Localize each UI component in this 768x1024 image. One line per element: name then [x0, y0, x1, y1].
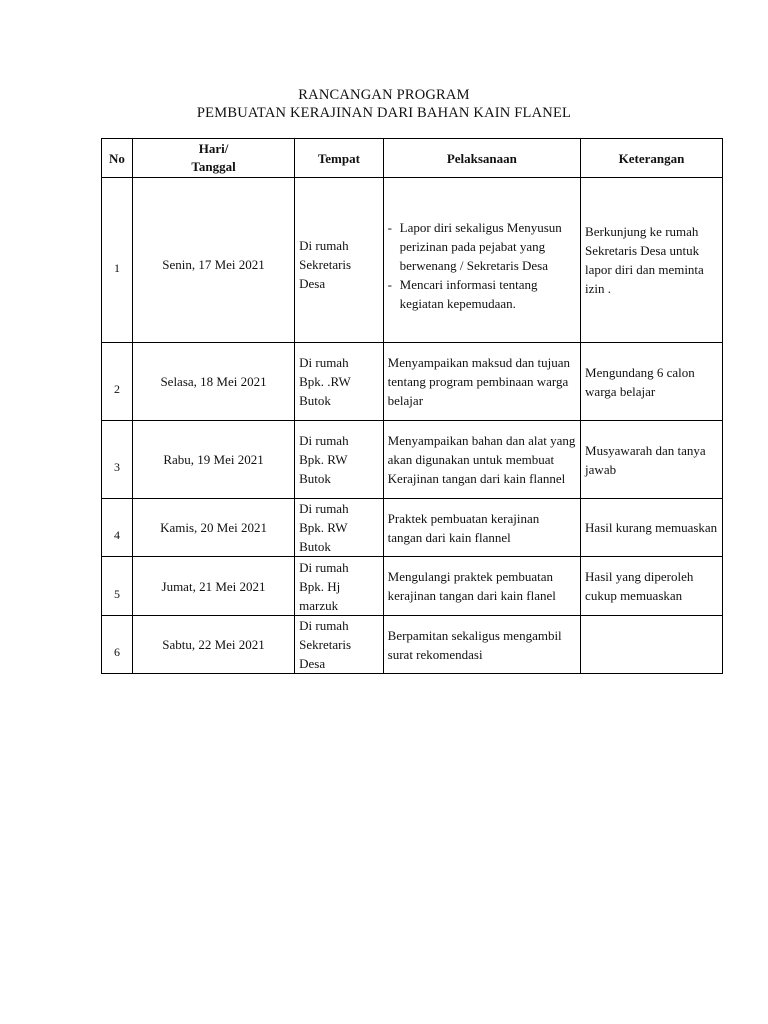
- document-title: RANCANGAN PROGRAM: [298, 87, 470, 103]
- row-activity: Mengulangi praktek pembuatan kerajinan tangan dari kain flanel: [383, 557, 580, 616]
- table-row: [102, 421, 723, 499]
- activity-list: [388, 218, 576, 313]
- row-number: [102, 178, 133, 343]
- row-date-value: Senin, 17 Mei 2021: [162, 256, 265, 272]
- row-note: Hasil kurang memuaskan: [581, 499, 723, 557]
- row-place: Di rumah Sekretaris Desa: [295, 616, 384, 674]
- row-activity: Praktek pembuatan kerajinan tangan dari kain flannel: [383, 499, 580, 557]
- row-date: Jumat, 21 Mei 2021: [132, 557, 294, 616]
- row-note: Musyawarah dan tanya jawab: [581, 421, 723, 499]
- header-no: No: [102, 139, 133, 178]
- row-number: [102, 616, 133, 674]
- row-note: Berkunjung ke rumah Sekretaris Desa untuk lapor diri dan meminta izin .: [581, 178, 723, 343]
- row-note: [581, 616, 723, 674]
- table-row: [102, 616, 723, 674]
- document-subtitle: PEMBUATAN KERAJINAN DARI BAHAN KAIN FLANEL: [196, 105, 572, 121]
- table-row: [102, 557, 723, 616]
- row-number: [102, 421, 133, 499]
- table-header-row: [102, 139, 723, 178]
- row-place: Di rumah Bpk. RW Butok: [295, 499, 384, 557]
- row-activity: Berpamitan sekaligus mengambil surat rekomendasi: [383, 616, 580, 674]
- row-number: [102, 499, 133, 557]
- row-activity: [383, 178, 580, 343]
- row-number-value: 4: [113, 528, 120, 542]
- row-date: Rabu, 19 Mei 2021: [132, 421, 294, 499]
- row-date: Selasa, 18 Mei 2021: [132, 343, 294, 421]
- row-number-value: 2: [113, 382, 120, 396]
- header-note: Keterangan: [581, 139, 723, 178]
- row-number-value: 5: [113, 586, 120, 601]
- row-activity: Menyampaikan maksud dan tujuan tentang program pembinaan warga belajar: [383, 343, 580, 421]
- row-place: Di rumah Bpk. .RW Butok: [295, 343, 384, 421]
- header-activity: Pelaksanaan: [383, 139, 580, 178]
- row-place: [295, 178, 384, 343]
- row-note: Hasil yang diperoleh cukup memuaskan: [581, 557, 723, 616]
- activity-item: - Lapor diri sekaligus Menyusun perizinan pada pejabat yang berwenang / Sekretaris Desa: [388, 218, 576, 275]
- row-place: Di rumah Bpk. Hj marzuk: [295, 557, 384, 616]
- row-date: Kamis, 20 Mei 2021: [132, 499, 294, 557]
- row-date: Sabtu, 22 Mei 2021: [132, 616, 294, 674]
- row-number: [102, 557, 133, 616]
- row-number-value: 1: [113, 260, 120, 275]
- row-number: [102, 343, 133, 421]
- header-place: Tempat: [295, 139, 384, 178]
- header-date-label: Hari/ Tanggal: [191, 141, 236, 174]
- row-number-value: 3: [113, 460, 120, 474]
- table-row: [102, 499, 723, 557]
- row-activity: Menyampaikan bahan dan alat yang akan digunakan untuk membuat Kerajinan tangan dari kain flannel: [383, 421, 580, 499]
- activity-item: - Mencari informasi tentang kegiatan kepemudaan.: [388, 275, 576, 313]
- header-date: [132, 139, 294, 178]
- row-note: Mengundang 6 calon warga belajar: [581, 343, 723, 421]
- table-row: [102, 343, 723, 421]
- table-row: [102, 178, 723, 343]
- row-number-value: 6: [113, 645, 120, 659]
- row-place-value: Di rumah Sekretaris Desa: [299, 237, 352, 291]
- row-place: Di rumah Bpk. RW Butok: [295, 421, 384, 499]
- row-date: [132, 178, 294, 343]
- program-plan-table: [101, 138, 723, 674]
